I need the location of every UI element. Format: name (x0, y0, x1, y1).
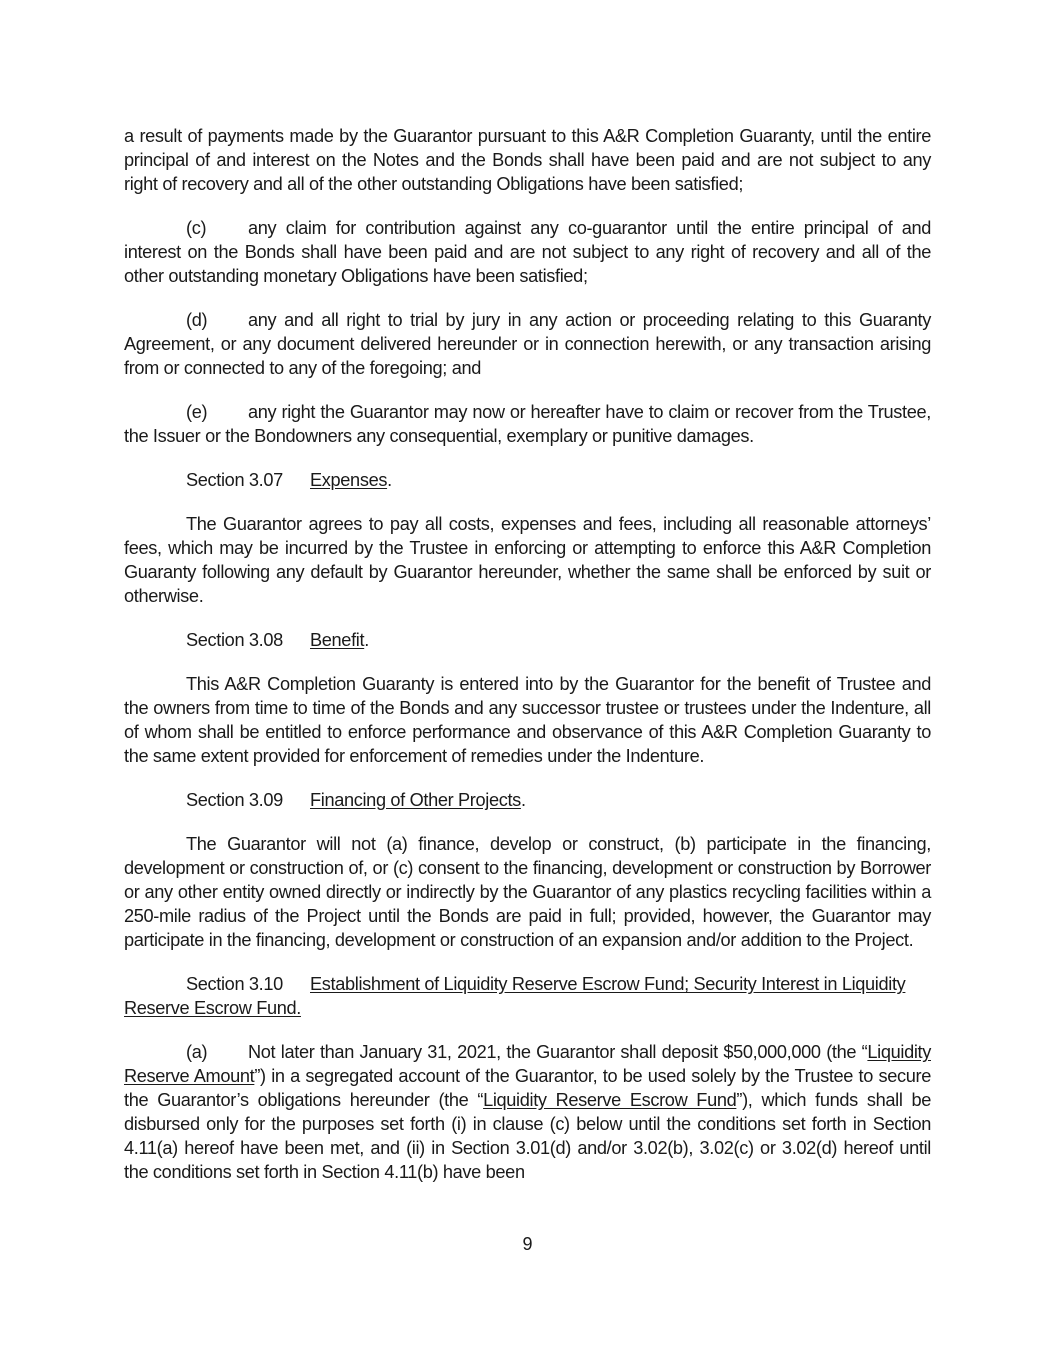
section-body-3-08: This A&R Completion Guaranty is entered into by the Guarantor for the benefit of Trustee and the owners from time to time of the Bonds and any successor trustee or trustees under the Indenture, all of whom shall be entitled to enforce performance and observance of this A&R Completion Guaranty to the same extent provided for enforcement of remedies under the Indenture. (124, 674, 931, 766)
page-number: 9 (522, 1234, 533, 1254)
clause-label: (a) (186, 1042, 208, 1062)
section-title: Establishment of Liquidity Reserve Escrow Fund; Security Interest in Liquidity Reserve Escrow Fund. (124, 974, 906, 1018)
clause-d (124, 308, 931, 380)
section-heading-3-08 (124, 628, 931, 652)
section-body-3-07: The Guarantor agrees to pay all costs, expenses and fees, including all reasonable attorneys’ fees, which may be incurred by the Trustee in enforcing or attempting to enforce this A&R Completion Guaranty following any default by Guarantor hereunder, whether the same shall be enforced by suit or otherwise. (124, 514, 931, 606)
defined-term-liquidity-reserve-amount: Liquidity Reserve Amount (124, 1042, 931, 1086)
clause-text: Not later than January 31, 2021, the Guarantor shall deposit $50,000,000 (the “ (248, 1042, 868, 1062)
defined-term-liquidity-reserve-escrow-fund: Liquidity Reserve Escrow Fund (483, 1090, 737, 1110)
section-number: Section 3.10 (186, 974, 283, 994)
clause-text: ”) in a segregated account of the Guarantor, to be used solely by the Trustee to secure the Guarantor’s obligations hereunder (the “ (124, 1066, 931, 1110)
section-title: Financing of Other Projects (310, 790, 521, 810)
document-page (124, 124, 931, 1204)
section-heading-3-09 (124, 788, 931, 812)
clause-label: (c) (186, 218, 207, 238)
section-heading-3-10 (124, 972, 931, 1020)
section-body-3-09: The Guarantor will not (a) finance, develop or construct, (b) participate in the financing, development or construction of, or (c) consent to the financing, development or construction by Borrower or any other entity owned directly or indirectly by the Guarantor of any plastics recycling facilities within a 250-mile radius of the Project until the Bonds are paid in full; provided, however, the Guarantor may participate in the financing, development or construction of an expansion and/or addition to the Project. (124, 834, 931, 950)
clause-e (124, 400, 931, 448)
clause-a (124, 1040, 931, 1184)
section-number: Section 3.08 (186, 630, 283, 650)
clause-text: any claim for contribution against any co-guarantor until the entire principal of and interest on the Bonds shall have been paid and are not subject to any right of recovery and all of the other outstanding monetary Obligations have been satisfied; (124, 218, 931, 286)
section-number: Section 3.07 (186, 470, 283, 490)
clause-text: ”), which funds shall be disbursed only for the purposes set forth (i) in clause (c) below until the conditions set forth in Section 4.11(a) hereof have been met, and (ii) in Section 3.01(d) and/or 3.02(b), 3.02(c) or 3.02(d) hereof until the conditions set forth in Section 4.11(b) have been (124, 1090, 931, 1182)
section-title-suffix: . (387, 470, 392, 490)
section-number: Section 3.09 (186, 790, 283, 810)
clause-text: any right the Guarantor may now or hereafter have to claim or recover from the Trustee, the Issuer or the Bondowners any consequential, exemplary or punitive damages. (124, 402, 931, 446)
clause-text: any and all right to trial by jury in any action or proceeding relating to this Guaranty Agreement, or any document delivered hereunder or in connection herewith, or any transaction arising from or connected to any of the foregoing; and (124, 310, 931, 378)
section-title: Benefit (310, 630, 365, 650)
section-heading-3-07 (124, 468, 931, 492)
section-title-suffix: . (364, 630, 369, 650)
clause-c (124, 216, 931, 288)
section-title: Expenses (310, 470, 388, 490)
section-title-suffix: . (520, 790, 526, 810)
continuation-paragraph: a result of payments made by the Guarantor pursuant to this A&R Completion Guaranty, until the entire principal of and interest on the Notes and the Bonds shall have been paid and are not subject to any right of recovery and all of the other outstanding Obligations have been satisfied; (124, 126, 931, 194)
clause-label: (e) (186, 402, 208, 422)
clause-label: (d) (186, 310, 208, 330)
